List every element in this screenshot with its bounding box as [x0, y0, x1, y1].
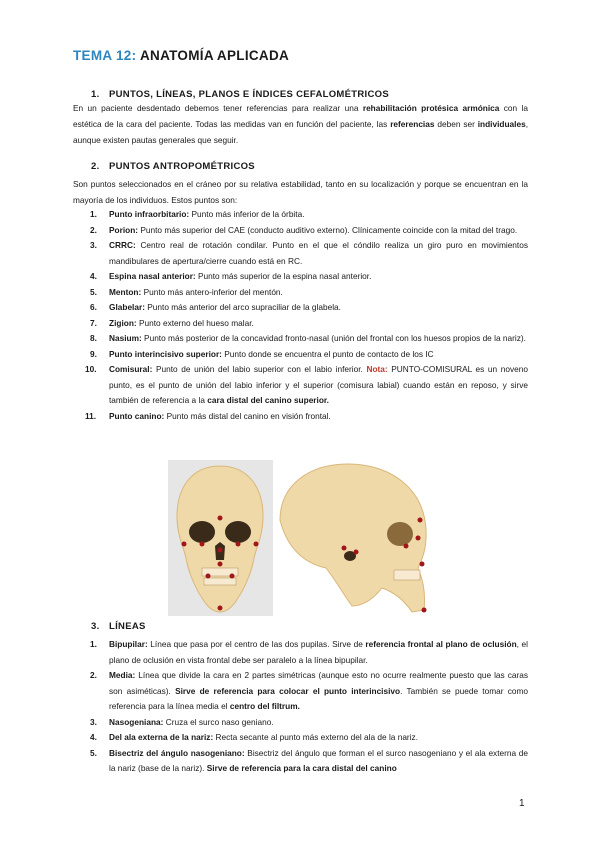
landmark-point — [422, 608, 427, 613]
item-text: Punto donde se encuentra el punto de contacto de los IC — [221, 348, 434, 359]
item-term: Bisectriz del ángulo nasogeniano: — [109, 747, 245, 758]
list-item — [73, 715, 528, 731]
skull-figure — [168, 460, 432, 616]
item-text: Punto más superior de la espina nasal anterior. — [195, 271, 372, 281]
item-bold-text: referencia frontal al plano de oclusión — [365, 639, 517, 649]
landmark-point — [416, 536, 421, 541]
item-text: Recta secante al punto más externo del ala de la nariz. — [213, 732, 418, 742]
section-heading-1 — [91, 89, 389, 100]
item-number: 2. — [90, 224, 97, 235]
section-number: 3. — [91, 621, 100, 632]
landmark-point — [218, 562, 223, 567]
list-item — [73, 223, 528, 239]
item-bold-text: Sirve de referencia para colocar el punto interincisivo — [175, 685, 401, 696]
left-orbit — [189, 521, 215, 543]
item-text: Punto más antero-inferior del mentón. — [141, 286, 283, 297]
item-number: 6. — [90, 302, 97, 312]
lines-list — [73, 637, 528, 777]
item-text: Punto más inferior de la órbita. — [189, 209, 305, 219]
page-title — [73, 48, 289, 63]
list-item — [73, 300, 528, 316]
item-number: 4. — [90, 732, 97, 742]
item-term: Media: — [109, 670, 136, 680]
lower-teeth — [204, 578, 236, 585]
section-heading-text: PUNTOS ANTROPOMÉTRICOS — [109, 161, 255, 172]
landmark-point — [236, 542, 241, 547]
section-1-paragraph — [73, 100, 528, 148]
item-number: 2. — [90, 670, 97, 680]
list-item — [73, 362, 528, 409]
item-term: Glabelar: — [109, 302, 145, 312]
item-number: 1. — [90, 209, 97, 219]
anthropometric-points-list — [73, 207, 528, 424]
item-text: Punto más distal del canino en visión frontal. — [164, 410, 331, 421]
item-text: Punto externo del hueso malar. — [136, 317, 254, 328]
note-label: Nota: — [366, 364, 388, 374]
list-item — [73, 331, 528, 347]
section-heading-3 — [91, 621, 146, 632]
title-text: ANATOMÍA APLICADA — [136, 48, 290, 63]
item-text: Bisectriz del ángulo que forman el el surco nasogeniano y el ala externa de la nariz (base de la nariz). — [109, 747, 528, 773]
text-run: con la estética de la cara del paciente. Todas las medidas van en función del paciente, las — [73, 103, 529, 129]
item-term: Comisural: — [109, 364, 153, 374]
item-number: 3. — [90, 716, 97, 727]
item-text: PUNTO-COMISURAL es un noveno punto, es el punto de unión del labio inferior y el superior (comisura labial) cuando están en reposo, y sirve también de referencia a la — [109, 364, 528, 405]
section-number: 2. — [91, 161, 100, 172]
landmark-point — [182, 542, 187, 547]
page-number: 1 — [519, 798, 525, 809]
lateral-teeth — [394, 570, 420, 580]
item-term: Punto canino: — [109, 410, 165, 421]
item-term: Punto infraorbitario: — [109, 209, 190, 219]
item-text: Línea que pasa por el centro de las dos pupilas. Sirve de — [147, 639, 366, 649]
landmark-point — [200, 542, 205, 547]
item-term: CRRC: — [109, 240, 136, 250]
item-term: Espina nasal anterior: — [109, 271, 196, 281]
text-run: deben ser — [434, 119, 478, 129]
item-bold-text: cara distal del canino superior. — [207, 395, 329, 405]
item-text: Punto más anterior del arco supraciliar de la glabela. — [144, 302, 341, 312]
item-number: 5. — [90, 286, 97, 297]
item-term: Menton: — [109, 286, 142, 297]
section-heading-text: LÍNEAS — [109, 621, 146, 632]
list-item — [73, 409, 528, 425]
item-bold-text: centro del filtrum. — [229, 701, 300, 711]
item-term: Nasogeniana: — [109, 716, 164, 727]
landmark-point — [230, 574, 235, 579]
item-number: 3. — [90, 240, 97, 250]
landmark-point — [218, 606, 223, 611]
list-item — [73, 269, 528, 285]
landmark-point — [254, 542, 259, 547]
section-2-intro: Son puntos seleccionados en el cráneo por su relativa estabilidad, tanto en su localización y porque se encuentran en la mayoría de los individuos. Estos puntos son: — [73, 179, 528, 205]
list-item — [73, 746, 528, 777]
landmark-point — [218, 516, 223, 521]
item-text: Línea que divide la cara en 2 partes simétricas (aunque esto no ocurre realmente puesto que las caras son asiméticas). — [109, 670, 528, 696]
list-item — [73, 347, 528, 363]
item-text: Punto de unión del labio superior con el labio inferior. — [152, 364, 367, 374]
item-number: 8. — [90, 333, 97, 343]
title-prefix: TEMA 12: — [73, 48, 137, 63]
item-text: Punto más posterior de la concavidad fronto-nasal (unión del frontal con los huesos propios de la nariz). — [141, 333, 526, 343]
text-run: , aunque existen pautas generales que seguir. — [73, 119, 528, 145]
item-number: 11. — [85, 410, 97, 421]
list-item — [73, 668, 528, 715]
list-item — [73, 285, 528, 301]
item-text: Cruza el surco naso geniano. — [163, 716, 274, 727]
item-text: , el plano de oclusión en vista frontal debe ser paralelo a la línea bipupilar. — [109, 639, 528, 665]
item-text: Centro real de rotación condilar. Punto en el que el cóndilo realiza un giro puro en movimientos mandibulares de apertura/cierre cuando está en RC. — [109, 240, 528, 266]
bold-text-run: referencias — [390, 119, 435, 129]
section-heading-2 — [91, 161, 255, 172]
right-orbit — [225, 521, 251, 543]
text-run: En un paciente desdentado debemos tener referencias para realizar una — [73, 103, 363, 113]
frontal-skull-image — [168, 460, 273, 616]
landmark-point — [342, 546, 347, 551]
list-item — [73, 316, 528, 332]
landmark-point — [218, 548, 223, 553]
landmark-point — [354, 550, 359, 555]
item-term: Del ala externa de la nariz: — [109, 732, 214, 742]
item-term: Punto interincisivo superior: — [109, 348, 222, 359]
item-number: 4. — [90, 271, 97, 281]
bold-text-run: individuales — [477, 119, 526, 129]
item-number: 10. — [85, 364, 97, 374]
list-item — [73, 207, 528, 223]
landmark-point — [206, 574, 211, 579]
item-term: Zigion: — [109, 317, 137, 328]
section-heading-text: PUNTOS, LÍNEAS, PLANOS E ÍNDICES CEFALOMÉTRICOS — [109, 89, 389, 100]
item-bold-text: Sirve de referencia para la cara distal del canino — [206, 763, 397, 773]
item-number: 5. — [90, 747, 97, 758]
item-text: Punto más superior del CAE (conducto auditivo externo). Clínicamente coincide con la mitad del trago. — [138, 224, 518, 235]
landmark-point — [404, 544, 409, 549]
item-term: Nasium: — [109, 333, 142, 343]
lateral-orbit — [387, 522, 413, 546]
list-item — [73, 730, 528, 746]
landmark-point — [418, 518, 423, 523]
item-text: . También se puede tomar como referencia para la línea media el — [109, 685, 529, 711]
item-number: 7. — [90, 317, 97, 328]
bold-text-run: rehabilitación protésica armónica — [362, 103, 500, 113]
item-number: 1. — [90, 639, 97, 649]
item-number: 9. — [90, 348, 97, 359]
list-item — [73, 637, 528, 668]
section-number: 1. — [91, 89, 100, 100]
item-term: Porion: — [109, 224, 139, 235]
list-item — [73, 238, 528, 269]
landmark-point — [420, 562, 425, 567]
item-term: Bipupilar: — [109, 639, 148, 649]
